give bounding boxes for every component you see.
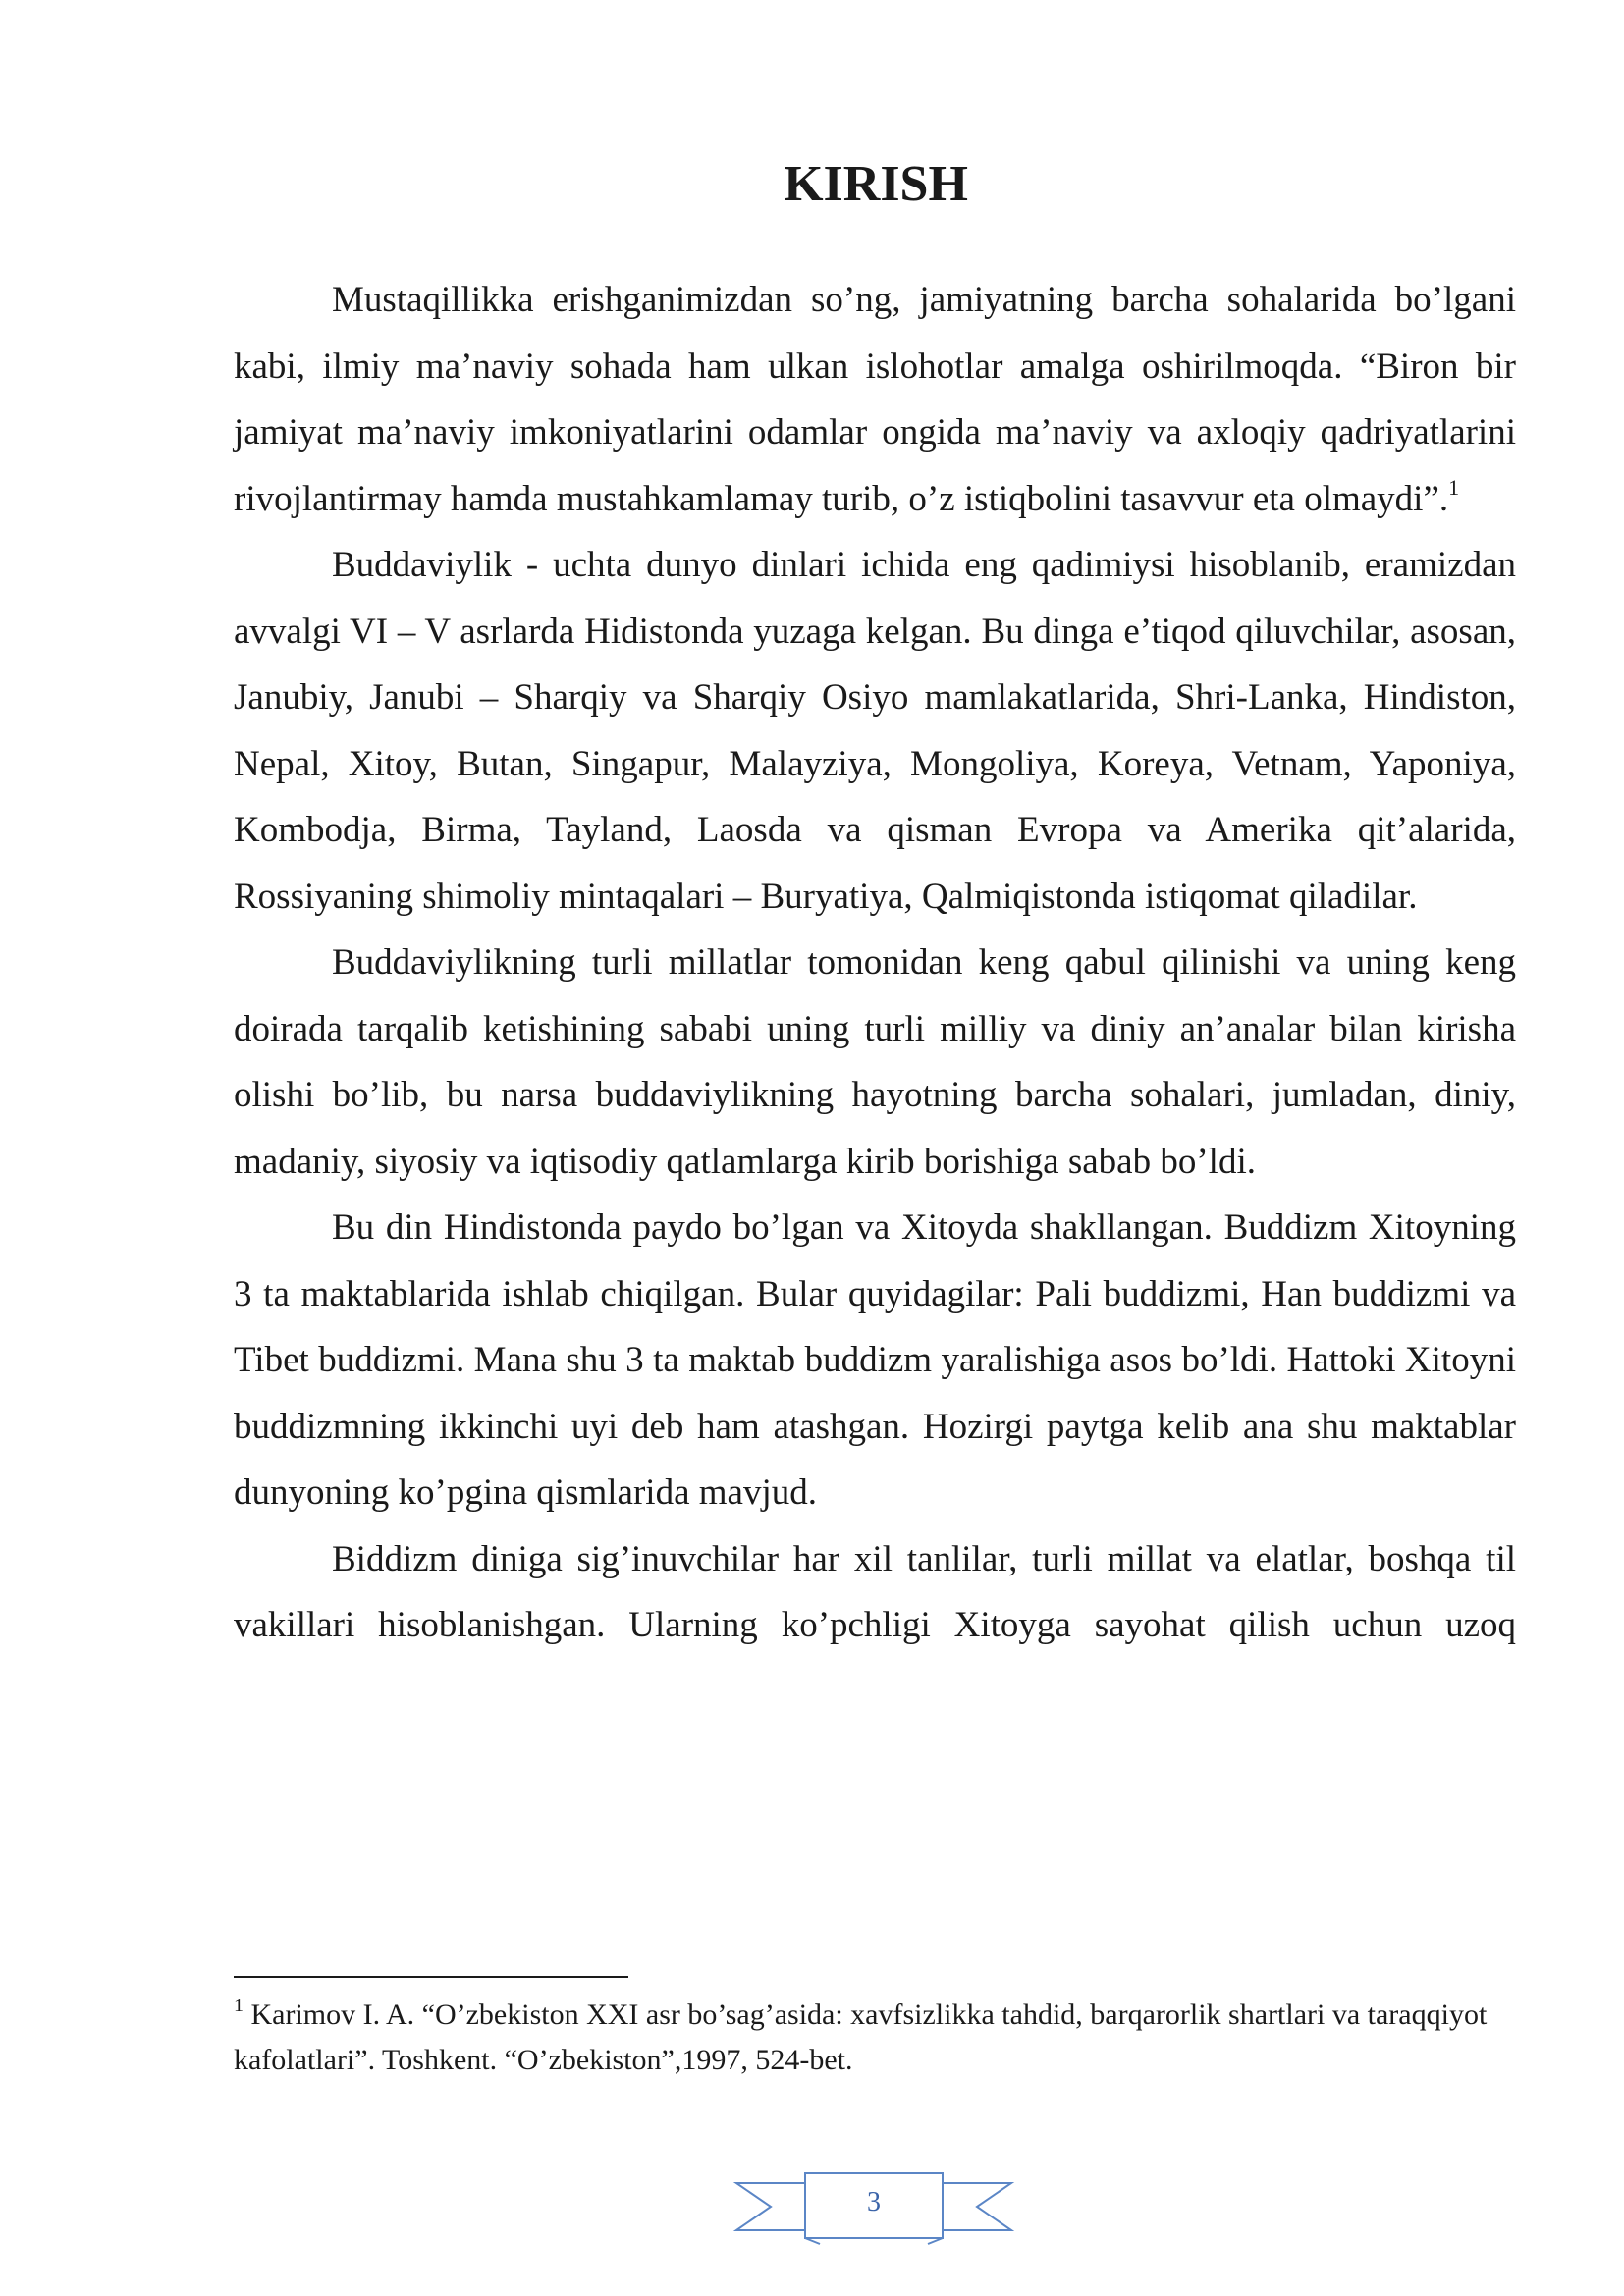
paragraph: Buddaviylikning turli millatlar tomonidan keng qabul qilinishi va uning keng doirada tarqalib ketishining sababi uning turli milliy va diniy an’analar bilan kirisha olishi bo’lib, bu narsa buddaviylikning hayotning barcha sohalari, jumladan, diniy, madaniy, siyosiy va iqtisodiy qatlamlarga kirib borishiga sabab bo’ldi. bbox=[234, 942, 1516, 1182]
main-body bbox=[234, 267, 1516, 1659]
footnote-text: Karimov I. A. “O’zbekiston XXI asr bo’sag’asida: xavfsizlikka tahdid, barqarorlik shartlari va taraqqiyot kafolatlari”. Toshkent. “O’zbekiston”,1997, 524-bet. bbox=[234, 1999, 1488, 2076]
paragraph bbox=[234, 267, 1516, 532]
paragraph-text: Mustaqillikka erishganimizdan so’ng, jamiyatning barcha sohalarida bo’lgani kabi, ilmiy ma’naviy sohada ham ulkan islohotlar amalga oshirilmoqda. “Biron bir jamiyat ma’naviy imkoniyatlarini odamlar ongida ma’naviy va axloqiy qadriyatlarini rivojlantirmay hamda mustahkamlamay turib, o’z istiqbolini tasavvur eta olmaydi”. bbox=[234, 280, 1516, 519]
footnote-separator bbox=[234, 1976, 628, 1978]
page-number-ribbon bbox=[731, 2169, 1016, 2248]
page-title: KIRISH bbox=[784, 156, 968, 212]
paragraph: Buddaviylik - uchta dunyo dinlari ichida eng qadimiysi hisoblanib, eramizdan avvalgi VI – V asrlarda Hidistonda yuzaga kelgan. Bu dinga e’tiqod qiluvchilar, asosan, Janubiy, Janubi – Sharqiy va Sharqiy Osiyo mamlakatlarida, Shri-Lanka, Hindiston, Nepal, Xitoy, Butan, Singapur, Malayziya, Mongoliya, Koreya, Vetnam, Yaponiya, Kombodja, Birma, Tayland, Laosda va qisman Evropa va Amerika qit’alarida, Rossiyaning shimoliy mintaqalari – Buryatiya, Qalmiqistonda istiqomat qiladilar. bbox=[234, 545, 1516, 917]
page-number: 3 bbox=[867, 2187, 881, 2217]
footnote-number: 1 bbox=[234, 1995, 244, 2016]
paragraph: Bu din Hindistonda paydo bo’lgan va Xitoyda shakllangan. Buddizm Xitoyning 3 ta maktablarida ishlab chiqilgan. Bular quyidagilar: Pali buddizmi, Han buddizmi va Tibet buddizmi. Mana shu 3 ta maktab buddizm yaralishiga asos bo’ldi. Hattoki Xitoyni buddizmning ikkinchi uyi deb ham atashgan. Hozirgi paytga kelib ana shu maktablar dunyoning ko’pgina qismlarida mavjud. bbox=[234, 1207, 1516, 1513]
footnote-reference: 1 bbox=[1448, 475, 1460, 501]
paragraph: Biddizm diniga sig’inuvchilar har xil tanlilar, turli millat va elatlar, boshqa til vakillari hisoblanishgan. Ularning ko’pchligi Xitoyga sayohat qilish uchun uzoq bbox=[234, 1538, 1516, 1645]
footnote bbox=[234, 1993, 1516, 2083]
